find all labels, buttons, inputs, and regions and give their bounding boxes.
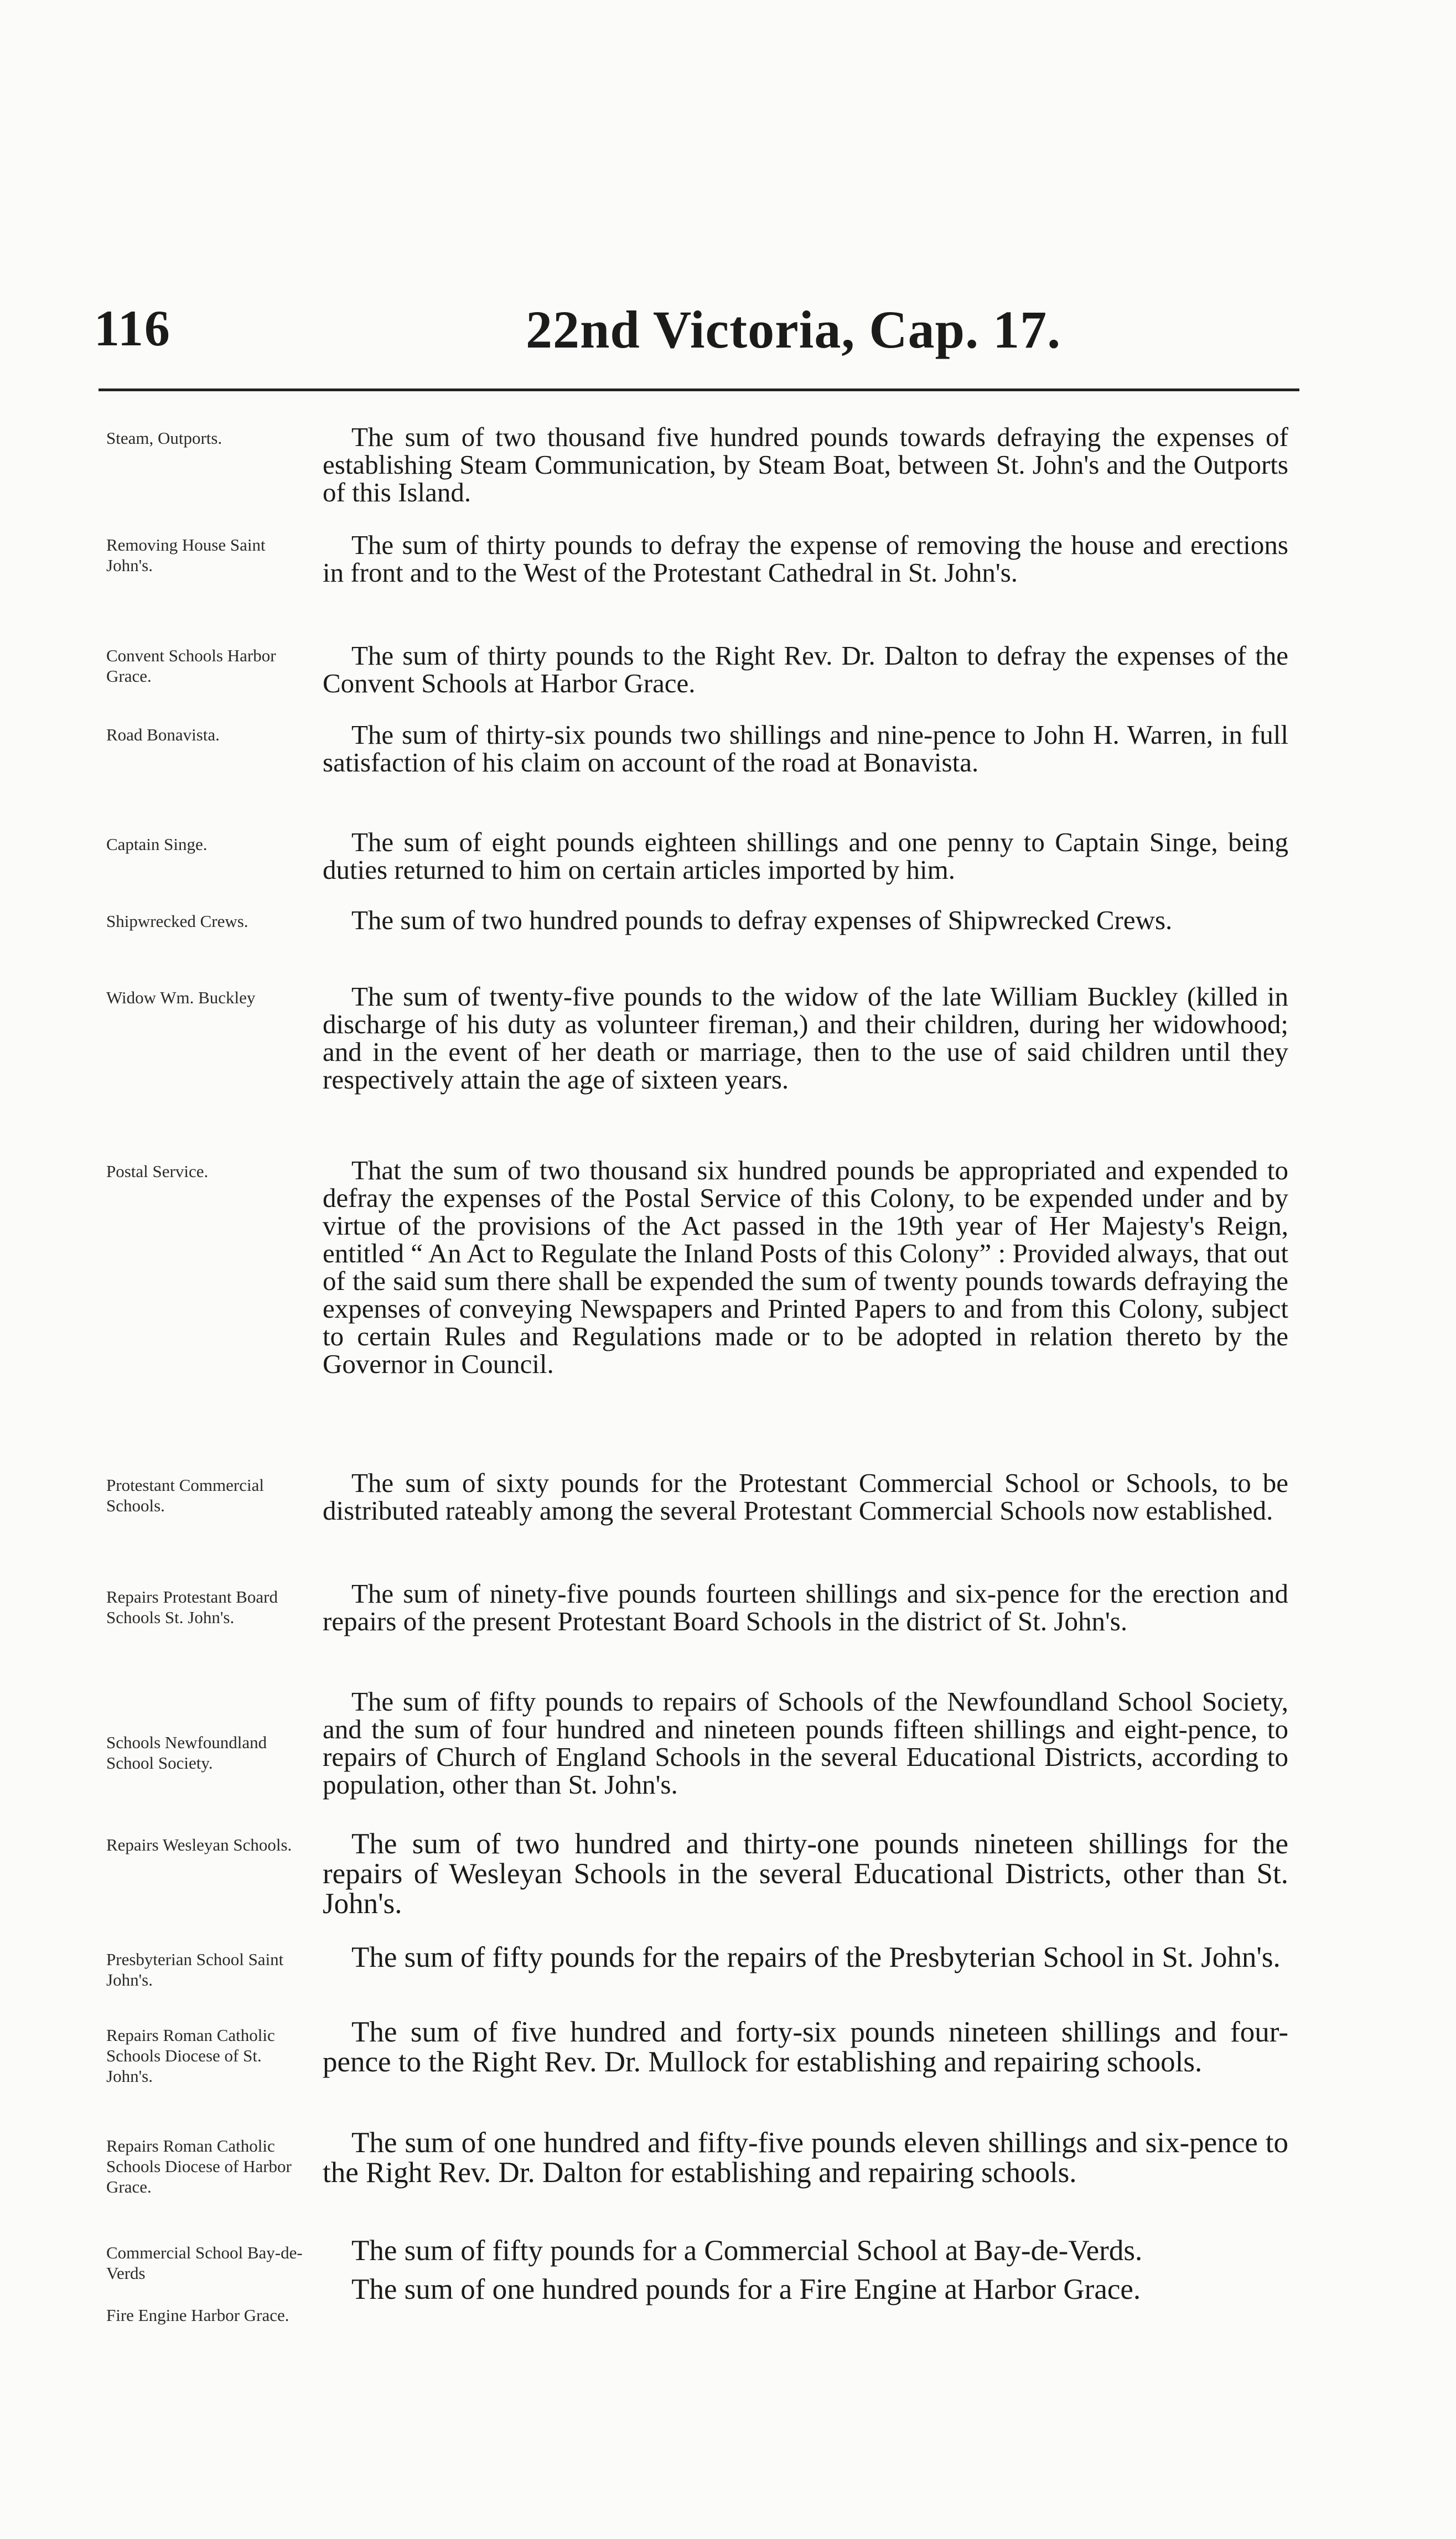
side-note: Captain Singe. [106,835,208,854]
side-note: Postal Service. [106,1162,209,1181]
side-note: Road Bonavista. [106,725,220,744]
page-header [94,299,1300,387]
side-note: Widow Wm. Buckley [106,988,256,1007]
paragraph: That the sum of two thousand six hundred pounds be appropriated and expended to defray the expenses of the Postal Service of this Colony, to be expended under and by virtue of the provisions of the Act passed in the 19th year of Her Majesty's Reign, entitled “ An Act to Regulate the Inland Posts of this Colony” : Provided always, that out of the said sum there shall be expended the sum of twenty pounds towards defraying the expenses of conveying Newspapers and Printed Papers to and from this Colony, subject to certain Rules and Regulations made or to be adopted in relation thereto by the Governor in Council. [323,1155,1288,1379]
paragraph: The sum of fifty pounds for the repairs of the Presbyterian School in St. John's. [351,1941,1281,1973]
side-note: Commercial School Bay-de-Verds [106,2243,303,2283]
paragraph: The sum of two hundred and thirty-one pounds nineteen shillings for the repairs of Wesleyan Schools in the several Educational Districts, other than St. John's. [323,1828,1288,1920]
side-note: Presbyterian School Saint John's. [106,1950,284,1989]
paragraph: The sum of one hundred pounds for a Fire Engine at Harbor Grace. [351,2273,1141,2305]
side-note: Steam, Outports. [106,428,222,448]
paragraph: The sum of two hundred pounds to defray expenses of Shipwrecked Crews. [351,905,1173,935]
paragraph: The sum of one hundred and fifty-five pounds eleven shillings and six-pence to the Right Rev. Dr. Dalton for establishing and repairing schools. [323,2127,1288,2189]
paragraph: The sum of fifty pounds to repairs of Schools of the Newfoundland School Society, and the sum of four hundred and nineteen pounds fifteen shillings and eight-pence, to repairs of Church of England Schools in the several Educational Districts, according to population, other than St. John's. [323,1686,1288,1800]
side-note: Schools Newfoundland School Society. [106,1733,267,1773]
side-note: Fire Engine Harbor Grace. [106,2305,289,2325]
paragraph: The sum of ninety-five pounds fourteen shillings and six-pence for the erection and repairs of the present Protestant Board Schools in the district of St. John's. [323,1578,1288,1636]
paragraph: The sum of five hundred and forty-six pounds nineteen shillings and four-pence to the Right Rev. Dr. Mullock for establishing and repairing schools. [323,2016,1288,2078]
paragraph: The sum of thirty pounds to the Right Rev. Dr. Dalton to defray the expenses of the Convent Schools at Harbor Grace. [323,640,1288,698]
header-rule [99,388,1299,391]
side-note: Shipwrecked Crews. [106,911,248,931]
side-note: Convent Schools Harbor Grace. [106,646,276,686]
paragraph: The sum of thirty pounds to defray the expense of removing the house and erections in front and to the West of the Protestant Cathedral in St. John's. [323,530,1288,588]
paragraph: The sum of two thousand five hundred pounds towards defraying the expenses of establishing Steam Communication, by Steam Boat, between St. John's and the Outports of this Island. [323,422,1288,507]
side-note: Repairs Roman Catholic Schools Diocese of Harbor Grace. [106,2136,292,2196]
page-number: 116 [94,300,171,356]
running-title: 22nd Victoria, Cap. 17. [526,300,1061,359]
paragraph: The sum of fifty pounds for a Commercial School at Bay-de-Verds. [351,2235,1143,2267]
paragraph: The sum of eight pounds eighteen shillings and one penny to Captain Singe, being duties returned to him on certain articles imported by him. [323,827,1288,885]
paragraph: The sum of twenty-five pounds to the widow of the late William Buckley (killed in discharge of his duty as volunteer fireman,) and their children, during her widowhood; and in the event of her death or marriage, then to the use of said children until they respectively attain the age of sixteen years. [323,981,1288,1095]
side-note: Removing House Saint John's. [106,535,266,575]
paragraph: The sum of sixty pounds for the Protestant Commercial School or Schools, to be distributed rateably among the several Protestant Commercial Schools now established. [323,1468,1288,1526]
side-note: Repairs Protestant Board Schools St. John's. [106,1587,278,1627]
side-note: Repairs Wesleyan Schools. [106,1835,292,1854]
side-note: Repairs Roman Catholic Schools Diocese of St. John's. [106,2025,275,2086]
paragraph: The sum of thirty-six pounds two shillings and nine-pence to John H. Warren, in full satisfaction of his claim on account of the road at Bonavista. [323,719,1288,778]
side-note: Protestant Commercial Schools. [106,1475,264,1515]
